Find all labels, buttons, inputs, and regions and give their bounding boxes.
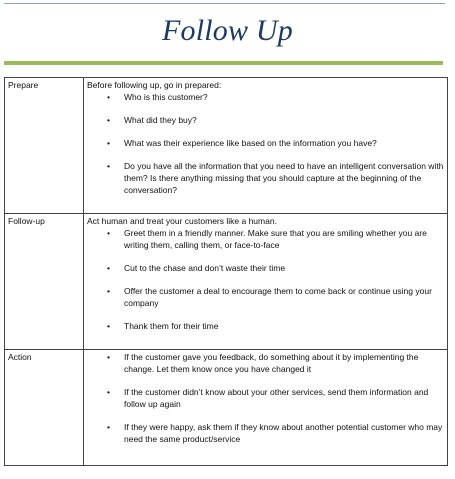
table-row-prepare: [5, 78, 448, 214]
list-item-text: Do you have all the information that you need to have an intelligent conversation with them? Is there anything missing that you should capture at the beginning of the conversation?: [124, 161, 444, 195]
table-row-follow-up: [5, 214, 448, 350]
table-row-action: [5, 350, 448, 466]
row-content: [84, 214, 448, 350]
row-intro: Before following up, go in prepared:: [87, 80, 222, 90]
list-item-text: If the customer gave you feedback, do something about it by implementing the change. Let them know once you have changed it: [124, 352, 419, 374]
row-label: Prepare: [5, 78, 84, 214]
row-intro: Act human and treat your customers like a human.: [87, 216, 277, 226]
list-item-text: Greet them in a friendly manner. Make sure that you are smiling whether you are writing them, calling them, or face-to-face: [124, 228, 427, 250]
row-content: [84, 78, 448, 214]
list-item-text: Who is this customer?: [124, 92, 208, 102]
list-item-text: Offer the customer a deal to encourage them to come back or continue using your company: [124, 286, 432, 308]
document-title: Follow Up: [162, 14, 293, 47]
list-item-text: Thank them for their time: [124, 321, 219, 331]
top-rule: [4, 3, 445, 4]
list-item: [87, 91, 444, 103]
list-item: [87, 421, 444, 445]
bullet-list: [87, 351, 444, 445]
bullet-icon: •: [107, 138, 110, 148]
list-item: [87, 386, 444, 410]
list-item: [87, 227, 444, 251]
bullet-icon: •: [107, 286, 110, 296]
row-label: Follow-up: [5, 214, 84, 350]
bullet-icon: •: [107, 422, 110, 432]
list-item: [87, 114, 444, 126]
bullet-icon: •: [107, 387, 110, 397]
bullet-icon: •: [107, 161, 110, 171]
list-item: [87, 285, 444, 309]
bullet-list: [87, 91, 444, 196]
title-underline: [4, 61, 443, 65]
bullet-list: [87, 227, 444, 332]
bullet-icon: •: [107, 321, 110, 331]
bullet-icon: •: [107, 352, 110, 362]
list-item: [87, 351, 444, 375]
list-item: [87, 262, 444, 274]
bullet-icon: •: [107, 263, 110, 273]
list-item: [87, 320, 444, 332]
row-content: [84, 350, 448, 466]
list-item: [87, 137, 444, 149]
bullet-icon: •: [107, 92, 110, 102]
list-item-text: What did they buy?: [124, 115, 197, 125]
list-item-text: Cut to the chase and don’t waste their time: [124, 263, 286, 273]
list-item-text: What was their experience like based on the information you have?: [124, 138, 377, 148]
list-item: [87, 160, 444, 196]
row-label: Action: [5, 350, 84, 466]
list-item-text: If the customer didn’t know about your other services, send them information and follow up again: [124, 387, 429, 409]
follow-up-table: [4, 77, 448, 466]
bullet-icon: •: [107, 228, 110, 238]
bullet-icon: •: [107, 115, 110, 125]
list-item-text: If they were happy, ask them if they know about another potential customer who may need the same product/service: [124, 422, 443, 444]
